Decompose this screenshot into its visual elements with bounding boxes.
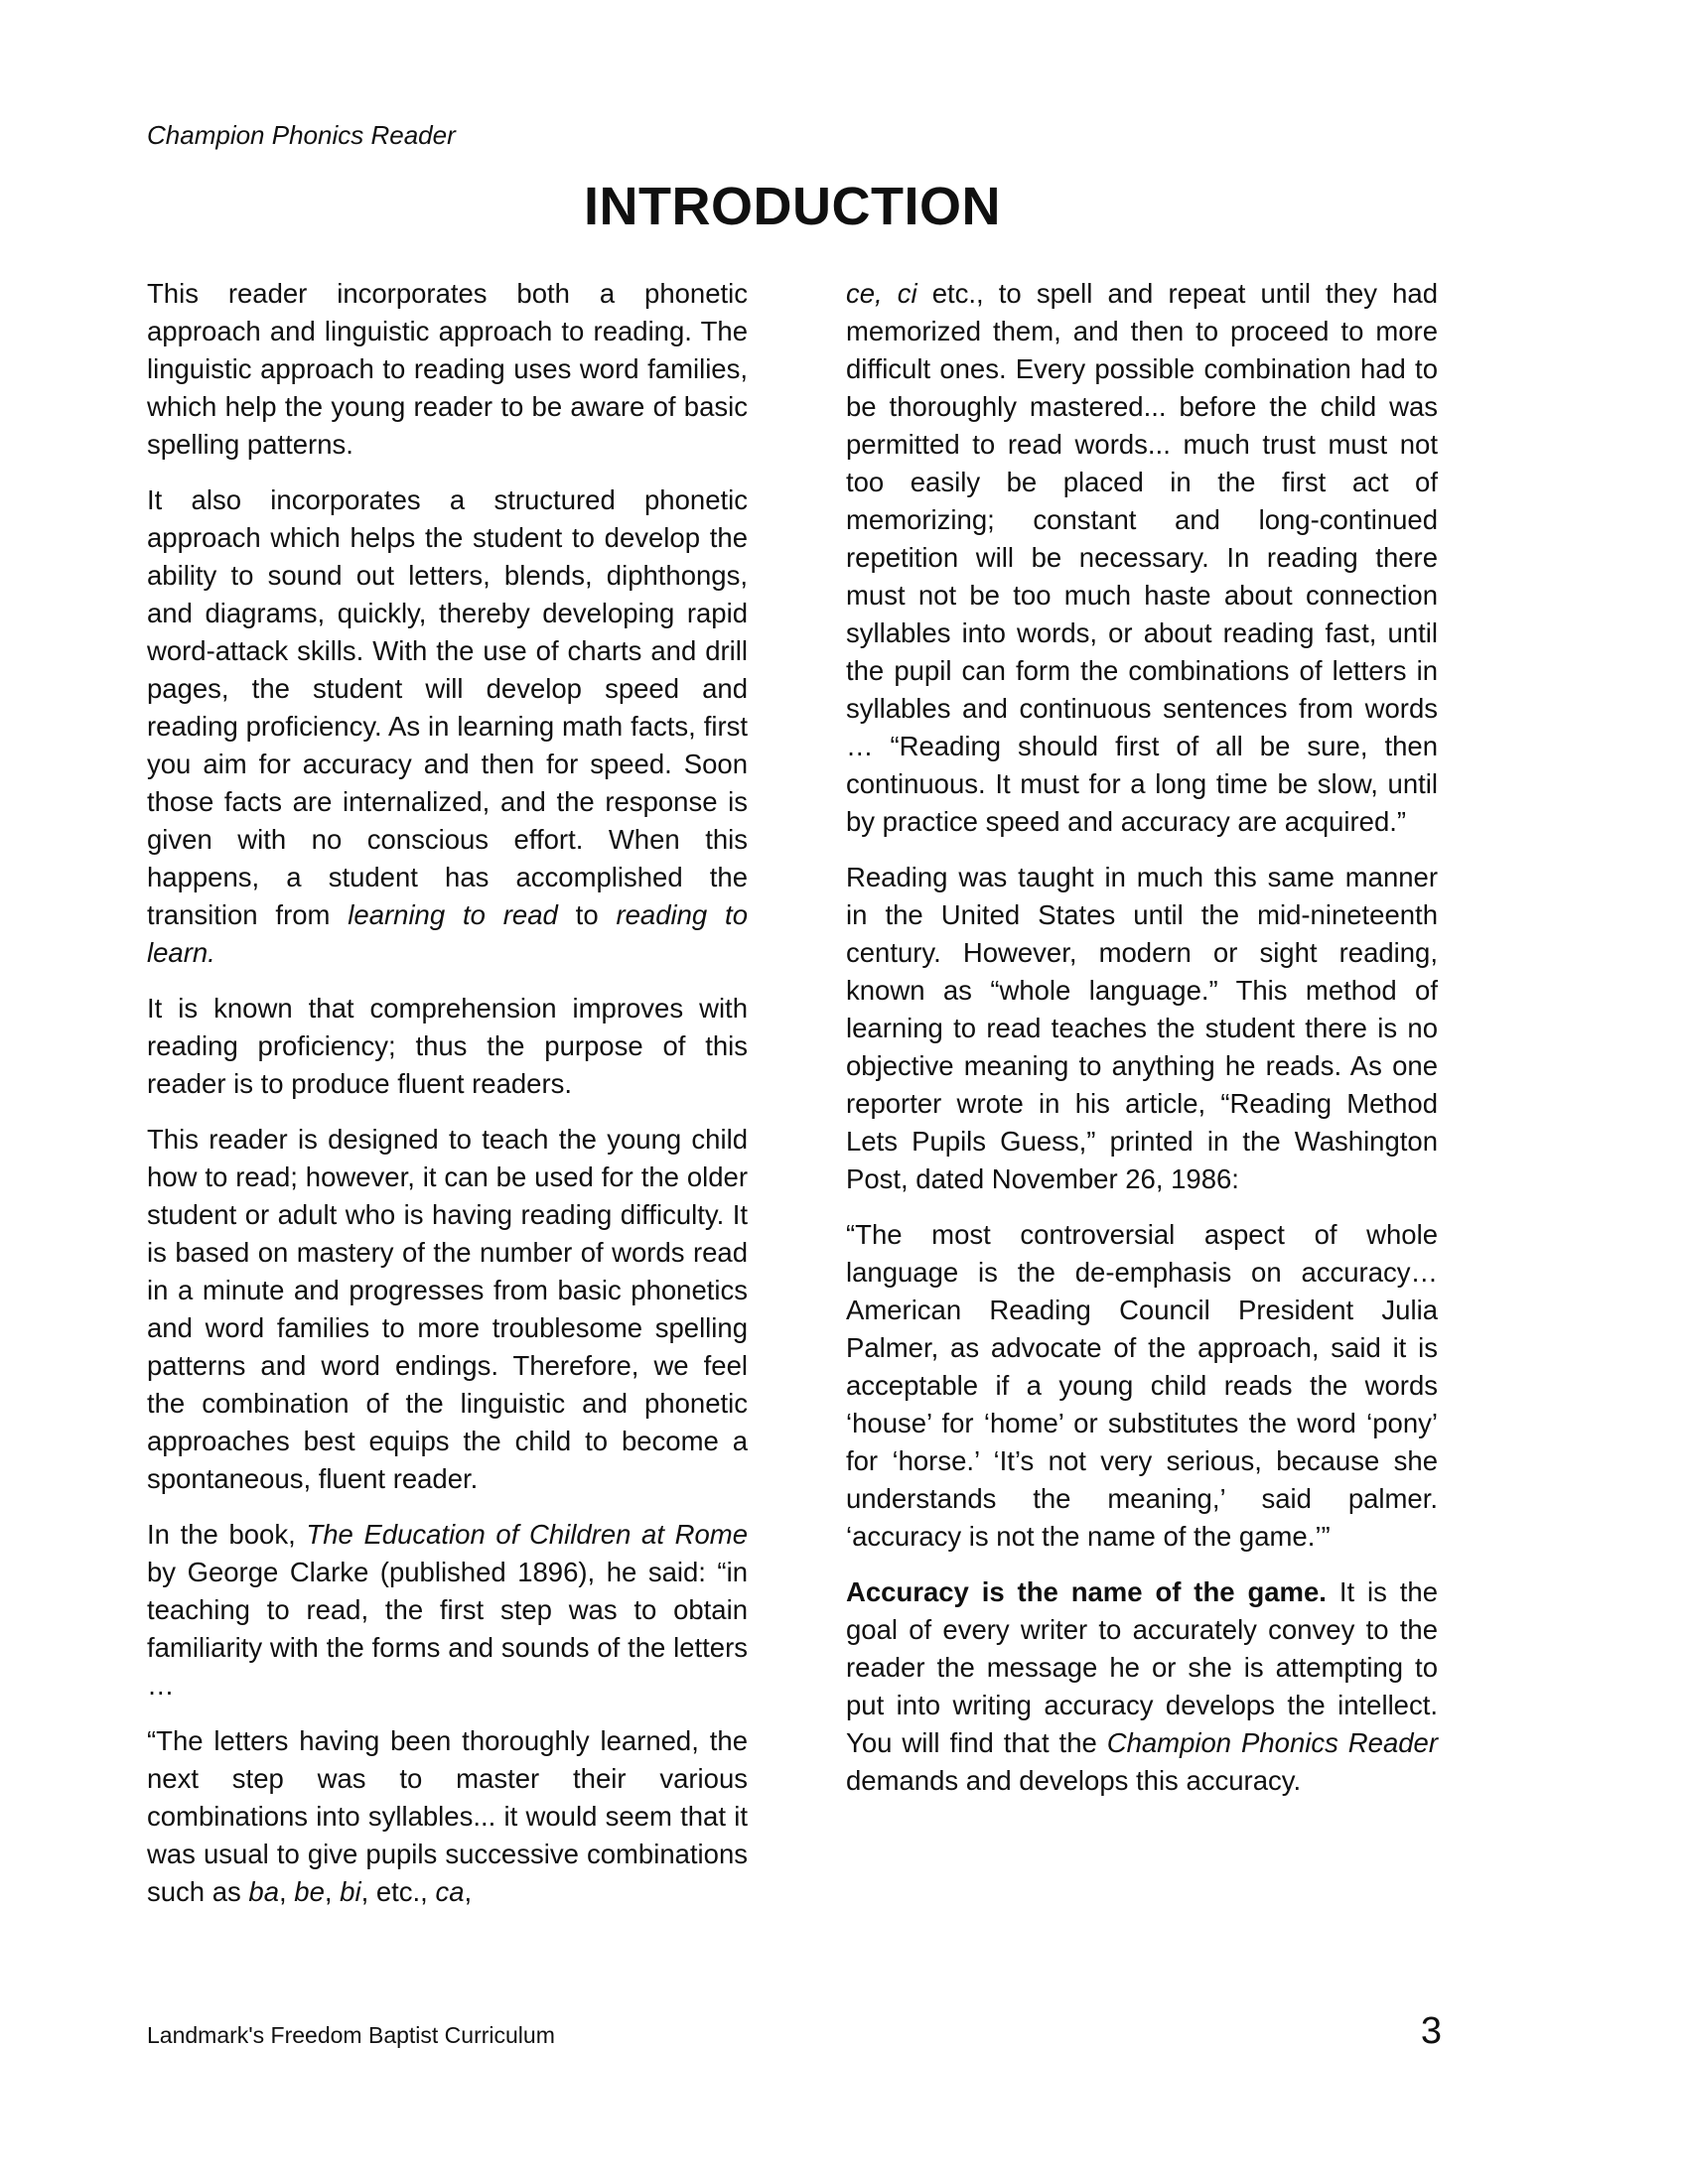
italic-text-segment: be: [294, 1876, 325, 1907]
paragraph: [147, 481, 748, 972]
paragraph: [846, 275, 1438, 841]
normal-text-segment: demands and develops this accuracy.: [846, 1765, 1302, 1796]
running-header: Champion Phonics Reader: [147, 120, 456, 150]
italic-text-segment: The Education of Children at Rome: [306, 1519, 749, 1550]
right-column: [846, 275, 1438, 1911]
footer-curriculum-text: Landmark's Freedom Baptist Curriculum: [147, 2022, 555, 2048]
normal-text-segment: “The letters having been thoroughly learned, the next step was to master their various combinations into syllables... it would seem that it was usual to give pupils successive combinations such as: [147, 1725, 748, 1907]
normal-text-segment: It is the goal of every writer to accurately convey to the reader the message he or she is attempting to put into writing accuracy develops the intellect. You will find that the: [846, 1576, 1438, 1758]
paragraph: [147, 1121, 748, 1498]
normal-text-segment: ,: [279, 1876, 295, 1907]
page-footer: [147, 2011, 1442, 2053]
italic-text-segment: ba: [248, 1876, 280, 1907]
page-title: INTRODUCTION: [584, 177, 1001, 236]
italic-text-segment: bi: [340, 1876, 361, 1907]
paragraph: [147, 990, 748, 1103]
normal-text-segment: etc., to spell and repeat until they had memorized them, and then to proceed to more difficult ones. Every possible combination had to be thoroughly mastered... before the child was permitted to read words... much trust must not too easily be placed in the first act of memorizing; constant and long-continued repetition will be necessary. In reading there must not be too much haste about connection syllables into words, or about reading fast, until the pupil can form the combinations of letters in syllables and continuous sentences from words … “Reading should first of all be sure, then continuous. It must for a long time be slow, until by practice speed and accuracy are acquired.”: [846, 278, 1438, 837]
normal-text-segment: ,: [464, 1876, 473, 1907]
normal-text-segment: In the book,: [147, 1519, 307, 1550]
normal-text-segment: , etc.,: [360, 1876, 436, 1907]
normal-text-segment: ,: [324, 1876, 341, 1907]
normal-text-segment: This reader is designed to teach the young child how to read; however, it can be used for the older student or adult who is having reading difficulty. It is based on mastery of the number of words read in a minute and progresses from basic phonetics and word families to more troublesome spelling patterns and word endings. Therefore, we feel the combination of the linguistic and phonetic approaches best equips the child to become a spontaneous, fluent reader.: [147, 1124, 748, 1494]
paragraph: [147, 1722, 748, 1911]
italic-text-segment: ce, ci: [846, 278, 917, 309]
normal-text-segment: to: [557, 899, 617, 930]
left-column: [147, 275, 748, 1911]
text-columns: [147, 275, 1438, 1911]
italic-text-segment: Champion Phonics Reader: [1106, 1727, 1438, 1758]
bold-text-segment: Accuracy is the name of the game.: [846, 1576, 1327, 1607]
paragraph: [147, 1516, 748, 1705]
normal-text-segment: It also incorporates a structured phonetic approach which helps the student to develop the ability to sound out letters, blends, diphthongs, and diagrams, quickly, thereby developing rapid word-attack skills. With the use of charts and drill pages, the student will develop speed and reading proficiency. As in learning math facts, first you aim for accuracy and then for speed. Soon those facts are internalized, and the response is given with no conscious effort. When this happens, a student has accomplished the transition from: [147, 484, 748, 930]
paragraph: [846, 1573, 1438, 1800]
paragraph: [147, 275, 748, 464]
page-number: 3: [1420, 2010, 1442, 2052]
italic-text-segment: ca: [435, 1876, 465, 1907]
normal-text-segment: It is known that comprehension improves with reading proficiency; thus the purpose of this reader is to produce fluent readers.: [147, 993, 748, 1099]
normal-text-segment: “The most controversial aspect of whole language is the de-emphasis on accuracy… American Reading Council President Julia Palmer, as advocate of the approach, said it is acceptable if a young child reads the words ‘house’ for ‘home’ or substitutes the word ‘pony’ for ‘horse.’ ‘It’s not very serious, because she understands the meaning,’ said palmer. ‘accuracy is not the name of the game.’”: [846, 1219, 1438, 1552]
paragraph: [846, 859, 1438, 1198]
italic-text-segment: reading to learn.: [147, 899, 748, 968]
paragraph: [846, 1216, 1438, 1556]
normal-text-segment: by George Clarke (published 1896), he said: “in teaching to read, the first step was to obtain familiarity with the forms and sounds of the letters …: [147, 1557, 748, 1701]
normal-text-segment: This reader incorporates both a phonetic approach and linguistic approach to reading. The linguistic approach to reading uses word families, which help the young reader to be aware of basic spelling patterns.: [147, 278, 748, 460]
normal-text-segment: Reading was taught in much this same manner in the United States until the mid-nineteenth century. However, modern or sight reading, known as “whole language.” This method of learning to read teaches the student there is no objective meaning to anything he reads. As one reporter wrote in his article, “Reading Method Lets Pupils Guess,” printed in the Washington Post, dated November 26, 1986:: [846, 862, 1438, 1194]
italic-text-segment: learning to read: [348, 899, 558, 930]
